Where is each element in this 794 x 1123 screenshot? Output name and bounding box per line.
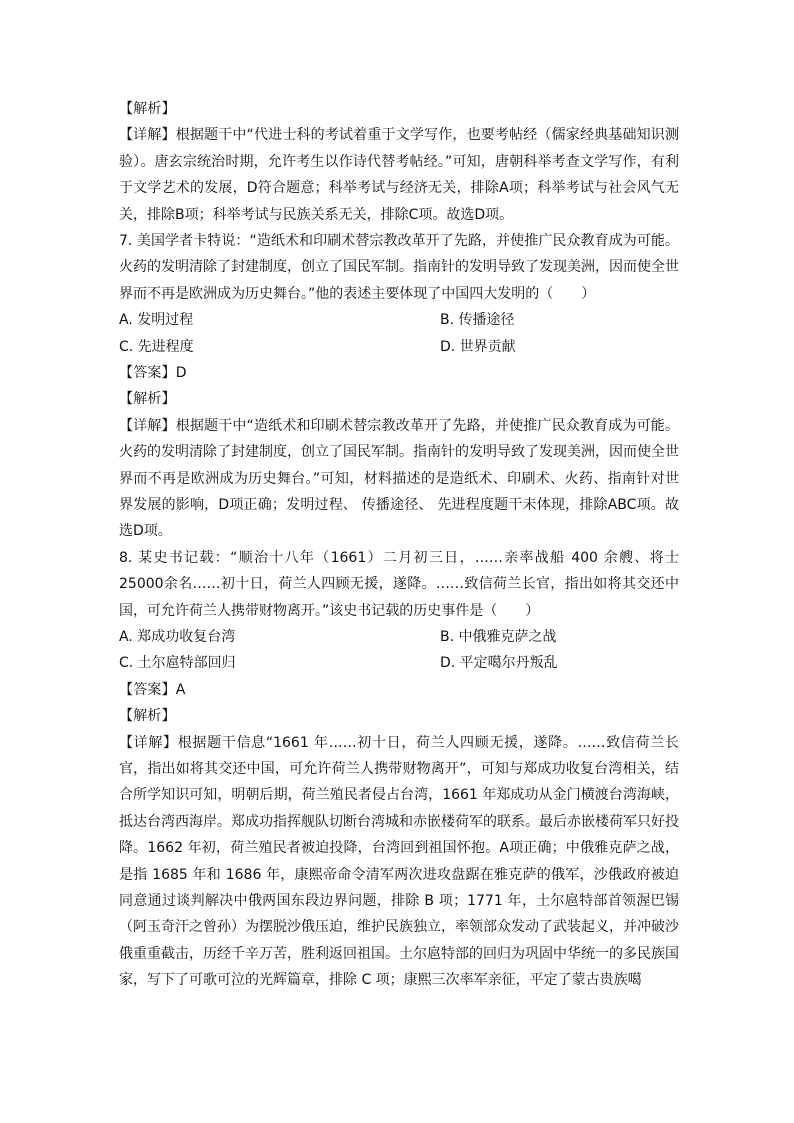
- option-b: B. 中俄雅克萨之战: [440, 629, 557, 646]
- detail-paragraph: 【详解】根据题干中“造纸术和印刷术替宗教改革开了先路，并使推广民众教育成为可能。火药的发明清除了封建制度，创立了国民军制。指南针的发明导致了发现美洲，因而使全世界而不再是欧洲成为历史舞台。”可知，材料描述的是造纸术、印刷术、火药、指南针对世界发展的影响，D项正确；发明过程、 传播途径、 先进程度题干未体现，排除ABC项。故选D项。: [119, 417, 679, 540]
- answer-line: 【答案】A: [119, 681, 186, 698]
- detail-paragraph: 【详解】根据题干中“代进士科的考试着重于文学写作，也要考帖经（儒家经典基础知识测验）。唐玄宗统治时期，允许考生以作诗代替考帖经。”可知，唐朝科举考查文学写作，有利于文学艺术的发展，D符合题意；科举考试与经济无关，排除A项；科举考试与社会风气无关，排除B项；科举考试与民族关系无关，排除C项。故选D项。: [119, 127, 679, 223]
- question-7-options-row-2: [119, 334, 679, 360]
- analysis-heading: 【解析】: [119, 708, 176, 725]
- question-8-stem: 8. 某史书记载：“顺治十八年（1661）二月初三日，……亲率战船 400 余艘、将士 25000余名……初十日，荷兰人四顾无援，遂降。……致信荷兰长官，指出如将其交还中国，可允许荷兰人携带财物离开。”该史书记载的历史事件是（ ）: [119, 549, 679, 619]
- option-d: D. 世界贡献: [440, 338, 516, 355]
- analysis-heading: 【解析】: [119, 391, 176, 408]
- question-8-options-row-1: [119, 624, 679, 650]
- option-b: B. 传播途径: [440, 312, 515, 329]
- analysis-heading: 【解析】: [119, 101, 176, 117]
- question-8-options-row-2: [119, 650, 679, 676]
- option-d: D. 平定噶尔丹叛乱: [440, 655, 558, 672]
- detail-paragraph: 【详解】根据题干信息“1661 年……初十日，荷兰人四顾无援，遂降。……致信荷兰长官，指出如将其交还中国，可允许荷兰人携带财物离开”，可知与郑成功收复台湾相关，结合所学知识可知，明朝后期，荷兰殖民者侵占台湾，1661 年郑成功从金门横渡台湾海峡，抵达台湾西海岸。郑成功指挥舰队切断台湾城和赤嵌楼荷军的联系。最后赤嵌楼荷军只好投降。1662 年初，荷兰殖民者被迫投降，台湾回到祖国怀抱。A项正确；中俄雅克萨之战，是指 1685 年和 1686 年，康熙帝命令清军两次进攻盘踞在雅克萨的俄军，沙俄政府被迫同意通过谈判解决中俄两国东段边界问题，排除 B 项；1771 年，土尔扈特部首领渥巴锡（阿玉奇汗之曾孙）为摆脱沙俄压迫，维护民族独立，率领部众发动了武装起义，并冲破沙俄重重截击，历经千辛万苦，胜利返回祖国。土尔扈特部的回归为巩固中华统一的多民族国家，写下了可歌可泣的光辉篇章，排除 C 项；康熙三次率军亲征，平定了蒙古贵族噶: [119, 734, 679, 989]
- document-page: [119, 96, 679, 994]
- option-c: C. 土尔扈特部回归: [119, 655, 236, 672]
- answer-line: 【答案】D: [119, 365, 187, 382]
- option-a: A. 郑成功收复台湾: [119, 629, 236, 646]
- option-a: A. 发明过程: [119, 312, 194, 329]
- option-c: C. 先进程度: [119, 338, 194, 355]
- question-7-options-row-1: [119, 307, 679, 333]
- question-7-stem: 7. 美国学者卡特说：“造纸术和印刷术替宗教改革开了先路，并使推广民众教育成为可能。火药的发明清除了封建制度，创立了国民军制。指南针的发明导致了发现美洲，因而使全世界而不再是欧洲成为历史舞台。”他的表述主要体现了中国四大发明的（ ）: [119, 233, 679, 302]
